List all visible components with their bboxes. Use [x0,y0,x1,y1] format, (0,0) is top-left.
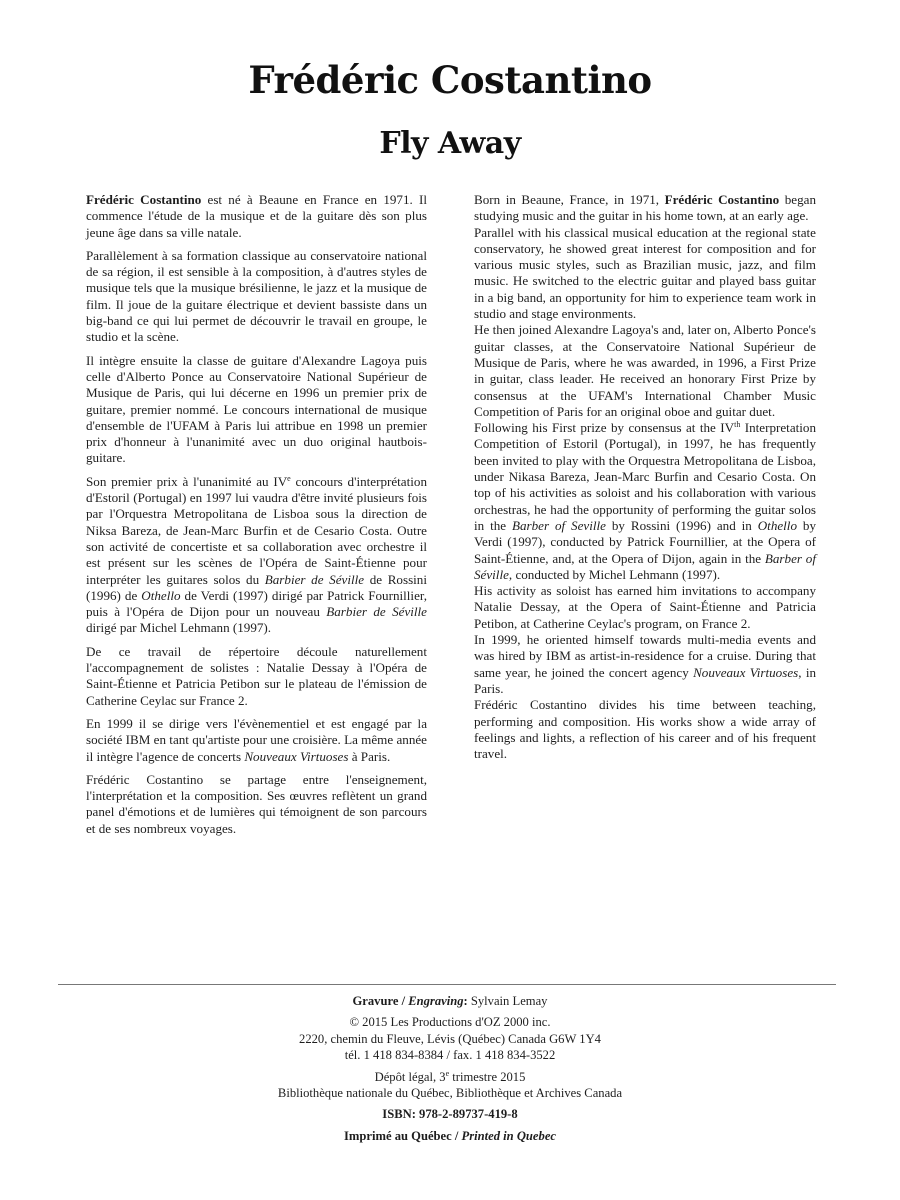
publisher-phone: tél. 1 418 834-8384 / fax. 1 418 834-3522 [344,1048,556,1063]
copyright-line: © 2015 Les Productions d'OZ 2000 inc. [349,1015,551,1030]
legal-deposit: Dépôt légal, 3e trimestre 2015 [374,1068,526,1084]
bio-en-composer-name: Frédéric Costantino [664,192,780,207]
bio-fr-paragraph-5: De ce travail de répertoire découle naturellement l'accompagnement de solistes : Natalie Dessay à l'Opéra de Saint-Étienne et Patricia Petibon sur le plateau de l'émission de Catherine Ceylac sur France 2. [86,643,427,708]
work-title: Fly Away [379,126,521,161]
bio-en-paragraph-3: He then joined Alexandre Lagoya's and, later on, Alberto Ponce's guitar classes, at the Conservatoire National Supérieur de Musique de Paris, where he was awarded, in 1996, a First Prize in guitar, class leader. He received an honorary First Prize by consensus at the UFAM's International Chamber Music Competition of Paris for an original oboe and guitar duet. [474,322,816,419]
bio-fr-composer-name: Frédéric Costantino [86,192,202,207]
bio-fr-paragraph-1: Frédéric Costantino est né à Beaune en France en 1971. Il commence l'étude de la musique et de la guitare dès son plus jeune âge dans sa ville natale. [86,192,427,240]
bio-en-paragraph-7: Frédéric Costantino divides his time between teaching, performing and composition. His works show a wide array of feelings and lights, a reflection of his career and of his frequent travel. [474,697,816,762]
bio-en-paragraph-2: Parallel with his classical musical education at the regional state conservatory, he showed great interest for composition and for various music styles, such as Brazilian music, jazz, and film music. He switched to the electric guitar and played bass guitar in a big band, an opportunity for him to experience team work in studio and stage environments. [474,224,816,322]
isbn: ISBN: 978-2-89737-419-8 [382,1107,518,1122]
bio-fr-paragraph-6: En 1999 il se dirige vers l'évènementiel et est engagé par la société IBM en tant qu'artiste pour une croisière. La même année il intègre l'agence de concerts Nouveaux Virtuoses à Paris. [86,715,427,764]
bio-fr-paragraph-7: Frédéric Costantino se partage entre l'enseignement, l'interprétation et la composition. Ses œuvres reflètent un grand panel d'émotions et de lumières qui témoignent de son parcours et de ses nombreux voyages. [86,771,427,836]
bio-en-paragraph-6: In 1999, he oriented himself towards multi-media events and was hired by IBM as artist-in-residence for a cruise. During that same year, he joined the concert agency Nouveaux Virtuoses, in Paris. [474,632,817,696]
composer-name: Frédéric Costantino [248,58,652,102]
libraries-line: Bibliothèque nationale du Québec, Bibliothèque et Archives Canada [277,1086,623,1101]
bio-en-paragraph-1: Born in Beaune, France, in 1971, Frédéric Costantino began studying music and the guitar in his home town, at an early age. [474,192,817,224]
footer-divider [58,984,836,985]
bio-en-paragraph-5: His activity as soloist has earned him invitations to accompany Natalie Dessay, at the Opera of Saint-Étienne and Patricia Petibon, at Catherine Ceylac's program, on France 2. [474,583,816,631]
engraving-credit: Gravure / Engraving: Sylvain Lemay [352,994,548,1008]
credits-block [0,993,900,1144]
bio-fr-paragraph-2: Parallèlement à sa formation classique au conservatoire national de sa région, il est sensible à la composition, à d'autres styles de musique tels que la musique brésilienne, le jazz et la musique de film. Il joue de la guitare électrique et devient bassiste dans un big-band ce qui lui permet de découvrir le travail en groupe, le studio et la scène. [86,247,427,345]
biography-french [86,192,427,844]
bio-fr-paragraph-3: Il intègre ensuite la classe de guitare d'Alexandre Lagoya puis celle d'Alberto Ponce au Conservatoire National Supérieur de Musique de Paris, qui lui décerne en 1996 un premier prix de guitare, premier nommé. Le concours international de musique d'ensemble de l'UFAM à Paris lui attribue en 1998 un premier prix d'honneur à l'unanimité avec un duo original hautbois-guitare. [86,352,427,466]
biography-english [474,192,816,762]
publisher-address: 2220, chemin du Fleuve, Lévis (Québec) Canada G6W 1Y4 [299,1031,601,1046]
bio-fr-paragraph-4: Son premier prix à l'unanimité au IVe concours d'interprétation d'Estoril (Portugal) en 1997 lui vaudra d'être invité plusieurs fois par l'Orquestra Metropolitana de Lisboa sous la direction de Niksa Bareza, de Jean-Marc Burfin et de Cesario Costa. Outre son activité de concertiste et sa collaboration avec orchestre il est présent sur les scènes de l'Opéra de Saint-Étienne pour interpréter les guitares solos du Barbier de Séville de Rossini (1996) de Othello de Verdi (1997) dirigé par Patrick Fournillier, puis à l'Opéra de Dijon pour un nouveau Barbier de Séville dirigé par Michel Lehmann (1997). [86,473,427,636]
bio-en-paragraph-4: Following his First prize by consensus at the IVth Interpretation Competition of Estoril (Portugal), in 1997, he has frequently been invited to play with the Orquestra Metropolitana de Lisboa, under Nikasa Bareza, Jean-Marc Burfin and Cesario Costa. On top of his activities as soloist and his collaboration with various orchestras, he had the opportunity of performing the guitar solos in the Barber of Seville by Rossini (1996) and in Othello by Verdi (1997), conducted by Patrick Fournillier, at the Opera of Saint-Étienne, and, at the Opera of Dijon, again in the Barber of Séville, conducted by Michel Lehmann (1997). [474,420,816,582]
printed-in: Imprimé au Québec / Printed in Quebec [344,1128,556,1143]
